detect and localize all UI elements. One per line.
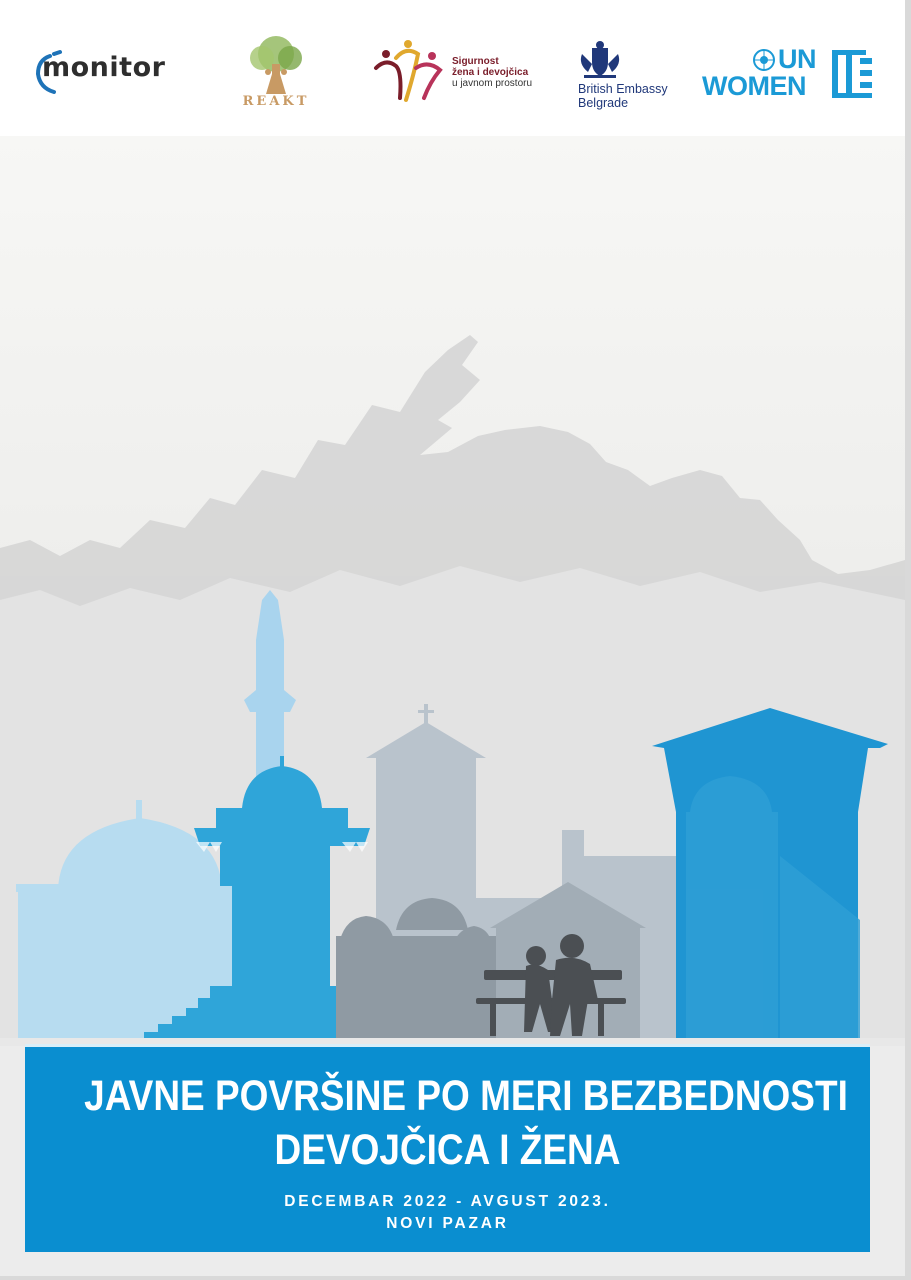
reakt-logo [238,34,314,114]
royal-coat-of-arms-icon [576,40,624,80]
embassy-text [578,82,668,110]
date-range: DECEMBAR 2022 - AVGUST 2023. [284,1193,611,1210]
un-emblem-icon [752,48,776,72]
sigurnost-line3: u javnom prostoru [452,78,533,89]
dancing-figures-icon [366,38,450,108]
reakt-wordmark: REAKT [242,94,310,109]
tree-icon [238,34,314,96]
sigurnost-text [452,56,532,89]
sigurnost-line2: žena i devojčica [452,67,529,78]
un-women-logo [702,46,874,102]
sigurnost-logo [366,38,536,108]
title-line1: JAVNE POVRŠINE PO MERI BEZBEDNOSTI [84,1072,848,1120]
british-embassy-logo [576,40,686,114]
women-wordmark: WOMEN [702,71,806,101]
title-line2: DEVOJČICA I ŽENA [274,1126,621,1174]
equality-symbol-icon [832,50,872,98]
cover-title [84,1069,848,1177]
title-banner [25,1044,870,1252]
monitor-logo [34,48,194,96]
un-wordmark: UN [778,44,816,74]
monitor-wordmark: monitor [42,52,166,83]
embassy-line1: British Embassy [578,82,668,96]
embassy-line2: Belgrade [578,96,629,110]
sigurnost-line1: Sigurnost [452,56,499,67]
city-name: NOVI PAZAR [386,1215,509,1232]
logo-bar [0,0,905,136]
